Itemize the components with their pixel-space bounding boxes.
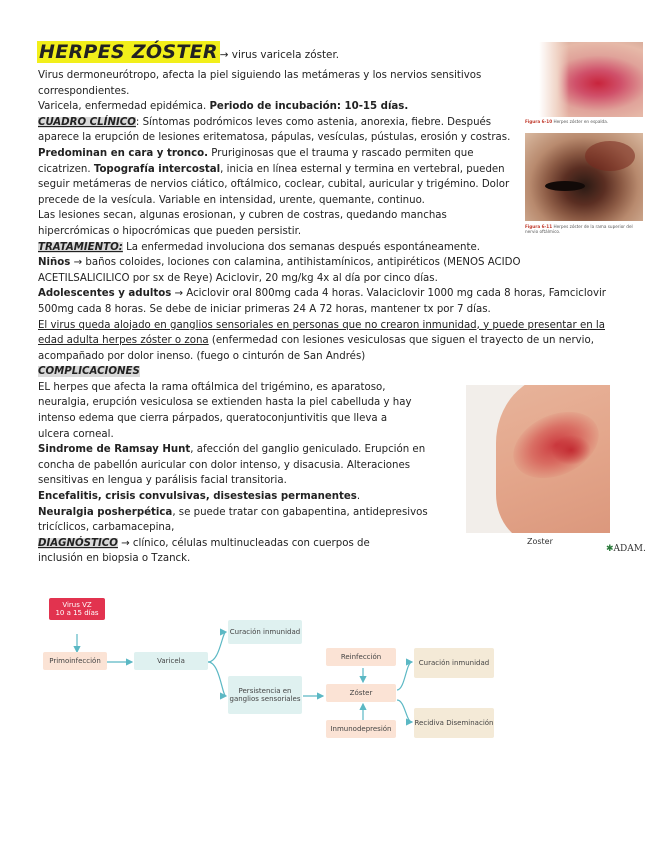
complicaciones-line: sensitivas en lengua y parálisis facial transitoria. [38,475,287,487]
complicaciones-line: tricíclicos, carbamacepina, [38,522,175,534]
photo-eye-zoster [525,133,643,221]
node-varicela: Varicela [134,652,208,670]
tratamiento-line: edad adulta herpes zóster o zona (enfermedad con lesiones vesiculosas que siguen el trayecto de un nervio, [38,335,594,347]
intro-line: Virus dermoneurótropo, afecta la piel siguiendo las metámeras y los nervios sensitivos [38,70,482,81]
arrow-zoster-curacion [397,662,412,690]
tratamiento-line: acompañado por dolor inenso. (fuego o cinturón de San Andrés) [38,350,366,362]
tratamiento-line: TRATAMIENTO: La enfermedad involuciona dos semanas después espontáneamente. [38,241,480,253]
adam-logo-icon: ✱ [606,544,614,554]
tratamiento-line: ACETILSALICILICO por sx de Reye) Aciclovir, 20 mg/kg 4x al día por cinco días. [38,272,438,284]
page-title: HERPES ZÓSTER [39,41,218,63]
cuadro-line: CUADRO CLÍNICO: Síntomas podrómicos leves como astenia, anorexia, fiebre. Después [38,116,492,128]
figure-caption-3: Zoster [527,537,553,546]
photo-zoster-torso [466,385,610,533]
photo-back-rash [525,42,643,117]
complicaciones-line: intenso edema que cierra párpados, queratoconjuntivitis que lleva a [38,413,388,425]
complicaciones-line: Sindrome de Ramsay Hunt, afección del ganglio geniculado. Erupción en [38,444,426,456]
arrow-varicela-curacion [208,632,226,662]
cuadro-line: seguir metámeras de nervios ciático, oftálmico, coclear, cubital, auricular y trigémino. Dolor [38,179,510,191]
node-inmunodepresion: Inmunodepresión [326,720,396,738]
cuadro-heading: CUADRO CLÍNICO [38,116,136,128]
complicaciones-line: EL herpes que afecta la rama oftálmica del trigémino, es aparatoso, [38,381,386,393]
diagnostico-line: inclusión en biopsia o Tzanck. [38,553,191,565]
title-subtitle: → virus varicela zóster. [219,49,340,61]
node-persistencia: Persistencia en ganglios sensoriales [228,676,302,714]
diagnostico-line: DIAGNÓSTICO → clínico, células multinucleadas con cuerpos de [38,537,370,549]
node-virus-vz [49,598,105,620]
complicaciones-line: Encefalitis, crisis convulsivas, disestesias permanentes. [38,491,361,503]
node-primoinfeccion: Primoinfección [43,652,107,670]
complicaciones-line: ulcera corneal. [38,428,114,440]
intro-line: correspondientes. [38,85,130,97]
complicaciones-line: concha de pabellón auricular con dolor intenso, y disacusia. Alteraciones [38,459,411,471]
tratamiento-line: Niños → baños coloides, lociones con calamina, antihistamínicos, antipiréticos (MENOS ACIDO [38,257,521,269]
diagnostico-heading: DIAGNÓSTICO [38,537,118,549]
node-virus-label: Virus VZ [62,600,92,609]
figure-caption-1: Figura 6-10 Herpes zóster en espalda. [525,119,609,124]
node-curacion-1: Curación inmunidad [228,620,302,644]
complicaciones-line: Neuralgia posherpética, se puede tratar con gabapentina, antidepresivos [38,506,428,518]
adam-logo: ✱ADAM. [606,544,646,554]
title-line [37,41,339,63]
cuadro-line: Predominan en cara y tronco. Pruriginosas que el trauma y rascado permiten que [38,147,474,159]
cuadro-line: precede de la vesícula. Variable en intensidad, urente, quemante, continuo. [38,194,425,206]
arrow-zoster-recidiva [397,700,412,722]
intro-line: Varicela, enfermedad epidémica. Periodo de incubación: 10-15 días. [38,101,409,113]
node-reinfeccion: Reinfección [326,648,396,666]
cuadro-line: Las lesiones secan, algunas erosionan, y cubren de costras, quedando manchas [38,210,447,222]
node-virus-sub: 10 a 15 días [55,609,99,617]
complicaciones-line: neuralgia, erupción vesiculosa se extienden hasta la piel cabelluda y hay [38,397,412,409]
tratamiento-heading: TRATAMIENTO: [38,241,123,253]
node-recidiva: Recidiva Diseminación [414,708,494,738]
figure-caption-2: Figura 6-11 Herpes zóster de la rama superior del nervio oftálmico. [525,224,633,234]
cuadro-line: hipercrómicas o hipocrómicas que pueden persistir. [38,225,302,237]
node-zoster: Zóster [326,684,396,702]
tratamiento-line: Adolescentes y adultos → Aciclovir oral 800mg cada 4 horas. Valaciclovir 1000 mg cada 8 horas, Famciclovir [38,288,606,300]
tratamiento-line: El virus queda alojado en ganglios sensoriales en personas que no crearon inmunidad, y puede presentar en la [38,319,605,331]
cuadro-line: cicatrizen. Topografía intercostal, inicia en línea esternal y termina en vertebral, pueden [38,163,505,175]
cuadro-line: aparece la erupción de lesiones eritematosa, pápulas, vesículas, pústulas, erosión y costras. [38,132,511,144]
complicaciones-line [38,364,618,380]
node-curacion-2: Curación inmunidad [414,648,494,678]
tratamiento-line: 500mg cada 8 horas. Se debe de iniciar primeras 24 A 72 horas, mantener tx por 7 días. [38,303,491,315]
arrow-varicela-persistencia [208,662,226,696]
complicaciones-heading: COMPLICACIONES [38,366,140,378]
